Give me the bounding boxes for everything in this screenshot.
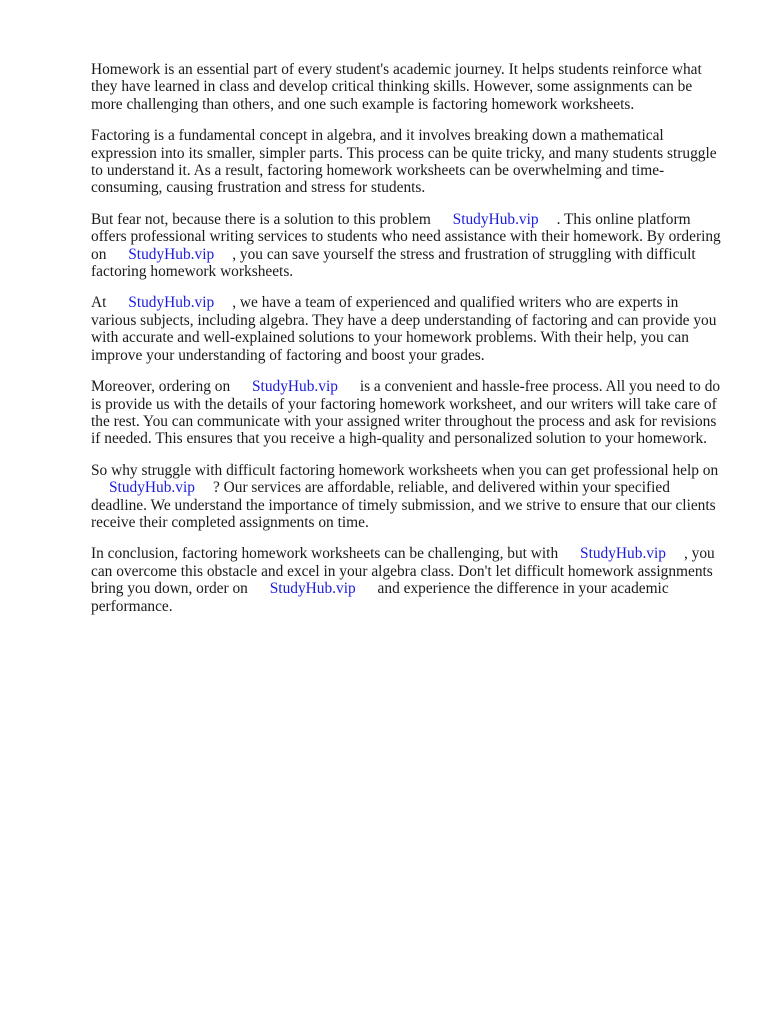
studyhub-link[interactable]: StudyHub.vip [580,545,666,563]
document-body [91,61,727,629]
paragraph-conclusion-text-c: and experience the difference in your academic performance. [91,580,669,615]
paragraph-solution [91,211,727,281]
studyhub-link[interactable]: StudyHub.vip [109,479,195,497]
paragraph-solution-text-a: But fear not, because there is a solution to this problem [91,210,431,228]
paragraph-solution-text-b: . This online platform offers professional writing services to students who need assistance with their homework. By ordering on [91,210,721,263]
paragraph-conclusion [91,545,727,615]
paragraph-team-text-b: , we have a team of experienced and qualified writers who are experts in various subjects, including algebra. They have a deep understanding of factoring and can provide you with accurate and well-explained solutions to your homework problems. With their help, you can improve your understanding of factoring and boost your grades. [91,294,717,364]
paragraph-why-struggle-text-a: So why struggle with difficult factoring homework worksheets when you can get professional help on [91,461,719,479]
paragraph-ordering [91,378,727,448]
paragraph-why-struggle-text-b: ? Our services are affordable, reliable, and delivered within your specified deadline. We understand the importance of timely submission, and we strive to ensure that our clients receive their completed assignments on time. [91,479,716,531]
studyhub-link[interactable]: StudyHub.vip [128,294,215,312]
paragraph-conclusion-text-a: In conclusion, factoring homework worksheets can be challenging, but with [91,545,559,563]
paragraph-ordering-text-b: is a convenient and hassle-free process. All you need to do is provide us with the details of your factoring homework worksheet, and our writers will take care of the rest. You can communicate with your assigned writer throughout the process and ask for revisions if needed. This ensures that you receive a high-quality and personalized solution to your homework. [91,378,721,448]
studyhub-link[interactable]: StudyHub.vip [252,378,338,396]
paragraph-team [91,294,727,364]
paragraph-why-struggle [91,462,727,532]
paragraph-intro [91,61,727,113]
paragraph-conclusion-text-b: , you can overcome this obstacle and excel in your algebra class. Don't let difficult homework assignments bring you down, order on [91,545,715,598]
studyhub-link[interactable]: StudyHub.vip [452,210,539,228]
studyhub-link[interactable]: StudyHub.vip [128,245,215,263]
paragraph-ordering-text-a: Moreover, ordering on [91,378,231,396]
paragraph-factoring-text: Factoring is a fundamental concept in algebra, and it involves breaking down a mathematical expression into its smaller, simpler parts. This process can be quite tricky, and many students struggle to understand it. As a result, factoring homework worksheets can be overwhelming and time-consuming, causing frustration and stress for students. [91,127,717,197]
paragraph-factoring [91,127,727,197]
studyhub-link[interactable]: StudyHub.vip [269,580,356,598]
paragraph-team-text-a: At [91,294,107,312]
paragraph-solution-text-c: , you can save yourself the stress and frustration of struggling with difficult factoring homework worksheets. [91,245,696,281]
paragraph-intro-text: Homework is an essential part of every student's academic journey. It helps students reinforce what they have learned in class and develop critical thinking skills. However, some assignments can be more challenging than others, and one such example is factoring homework worksheets. [91,61,702,113]
